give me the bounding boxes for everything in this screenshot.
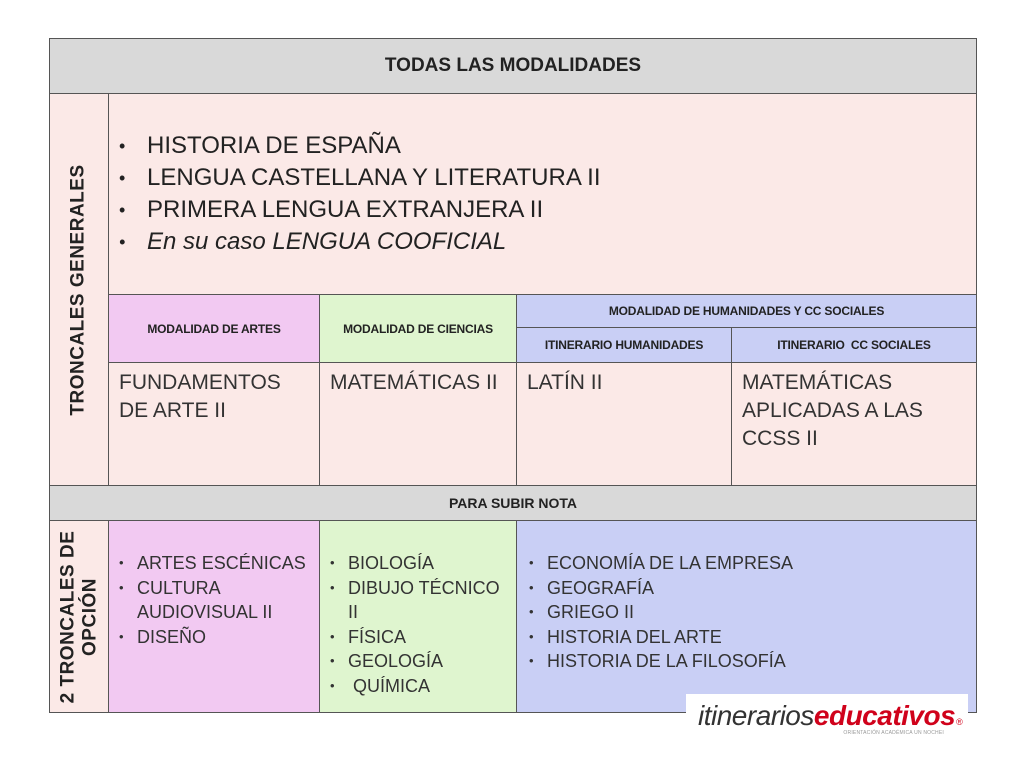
itinerario-humanidades-header [516, 327, 732, 363]
opcion-ciencias-list [328, 551, 506, 698]
itinerario-cc-sociales-header [731, 327, 977, 363]
troncales-generales-label: TRONCALES GENERALES [68, 163, 89, 416]
itinerario-humanidades-label: ITINERARIO HUMANIDADES [544, 338, 704, 352]
list-item: • DIBUJO TÉCNICO II [328, 576, 506, 625]
list-item: • DISEÑO [117, 625, 309, 650]
list-item: • QUÍMICA [328, 674, 506, 699]
opcion-artes [108, 520, 320, 713]
opcion-artes-list [117, 551, 309, 649]
general-subject: • PRIMERA LENGUA EXTRANJERA II [111, 194, 976, 226]
troncales-opcion-line2: OPCIÓN [79, 577, 100, 656]
modalidad-artes-header [108, 294, 320, 363]
general-subject: • LENGUA CASTELLANA Y LITERATURA II [111, 162, 976, 194]
logo-part-educativos: educativos [813, 700, 956, 731]
list-item: • HISTORIA DE LA FILOSOFÍA [527, 649, 966, 674]
modalidad-humanidades-header [516, 294, 977, 328]
modalidad-artes-label: MODALIDAD DE ARTES [147, 321, 281, 336]
modalidad-ciencias-label: MODALIDAD DE CIENCIAS [343, 321, 493, 336]
subject-ciencias-text: MATEMÁTICAS II [330, 371, 498, 394]
opcion-humanidades [516, 520, 977, 713]
list-item: • GEOGRAFÍA [527, 576, 966, 601]
subject-humanidades-text: LATÍN II [527, 371, 603, 394]
opcion-ciencias [319, 520, 517, 713]
list-item: • CULTURA AUDIOVISUAL II [117, 576, 309, 625]
itinerarios-educativos-logo [686, 694, 968, 746]
list-item: • ARTES ESCÉNICAS [117, 551, 309, 576]
subject-ciencias [319, 362, 517, 486]
general-subjects [111, 130, 976, 258]
troncales-opcion-label [57, 530, 101, 703]
general-subject: • HISTORIA DE ESPAÑA [111, 130, 976, 162]
list-item: • ECONOMÍA DE LA EMPRESA [527, 551, 966, 576]
logo-wordmark [698, 700, 963, 732]
header-title: TODAS LAS MODALIDADES [384, 55, 642, 76]
modalidad-ciencias-header [319, 294, 517, 363]
opcion-humanidades-list [527, 551, 966, 674]
list-item: • GEOLOGÍA [328, 649, 506, 674]
para-subir-nota-header [49, 485, 977, 521]
modalidad-humanidades-label: MODALIDAD DE HUMANIDADES Y CC SOCIALES [608, 304, 885, 318]
itinerario-cc-sociales-label: ITINERARIO CC SOCIALES [777, 338, 931, 352]
header-todas-modalidades [49, 38, 977, 94]
list-item: • GRIEGO II [527, 600, 966, 625]
registered-icon: ® [956, 717, 963, 727]
troncales-opcion-line1: 2 TRONCALES DE [57, 530, 78, 703]
list-item: • HISTORIA DEL ARTE [527, 625, 966, 650]
subject-cc-sociales [731, 362, 977, 486]
troncales-opcion-side [49, 520, 109, 713]
subject-humanidades [516, 362, 732, 486]
troncales-generales-list [108, 93, 977, 295]
subject-artes-text: FUNDAMENTOS DE ARTE II [119, 371, 281, 422]
troncales-generales-side [49, 93, 109, 486]
para-subir-nota-label: PARA SUBIR NOTA [448, 495, 578, 511]
subject-artes [108, 362, 320, 486]
subject-cc-sociales-text: MATEMÁTICAS APLICADAS A LAS CCSS II [742, 371, 923, 450]
logo-tagline: ORIENTACIÓN ACADÉMICA UN NOCHEI [843, 730, 944, 736]
general-subject-cooficial: • En su caso LENGUA COOFICIAL [111, 226, 976, 258]
list-item: • FÍSICA [328, 625, 506, 650]
list-item: • BIOLOGÍA [328, 551, 506, 576]
logo-part-itinerarios: itinerarios [698, 700, 814, 731]
